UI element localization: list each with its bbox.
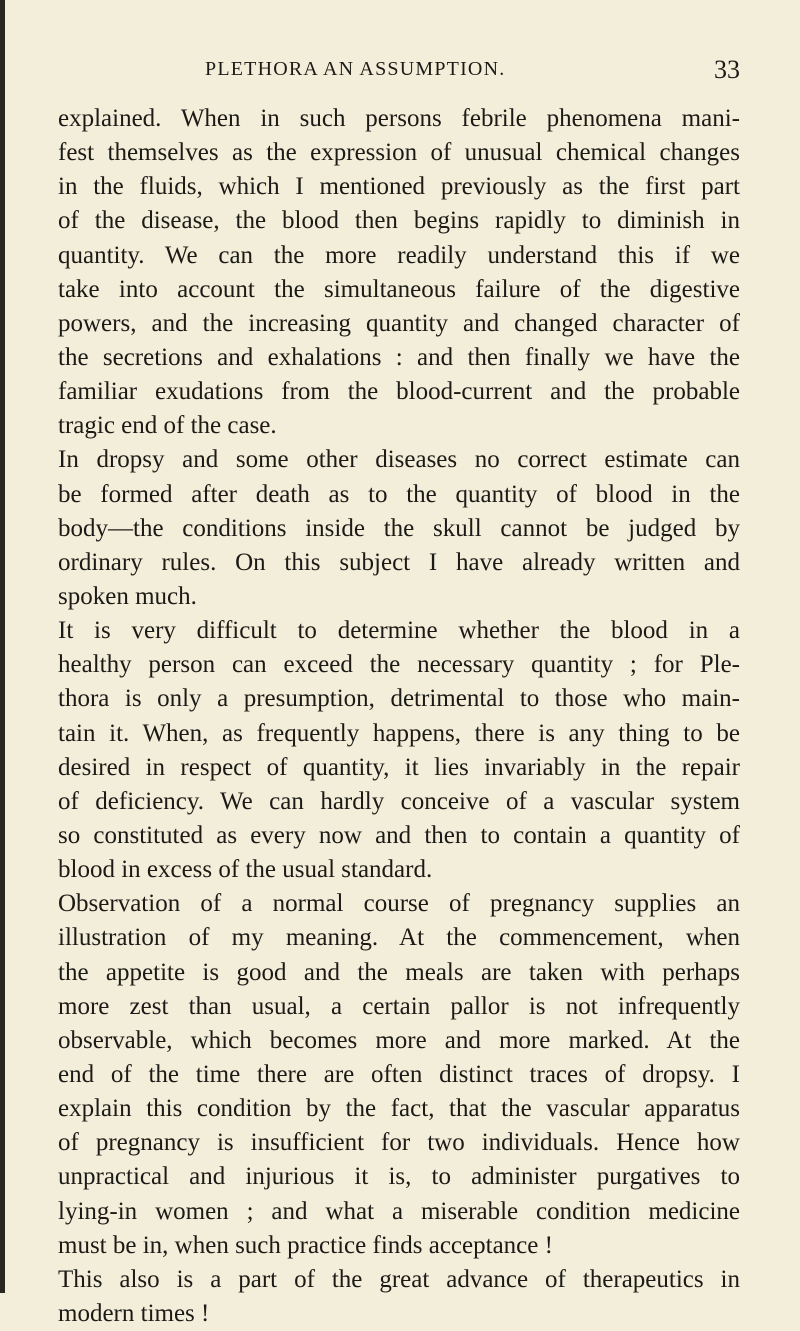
text-line: lying-in women ; and what a miserable condition medicine bbox=[58, 1197, 740, 1225]
text-line: healthy person can exceed the necessary quantity ; for Ple- bbox=[58, 651, 740, 679]
text-line: the secretions and exhalations : and then finally we have the bbox=[58, 343, 740, 371]
text-line: thora is only a presumption, detrimental to those who main- bbox=[58, 685, 740, 713]
text-line: This also is a part of the great advance of therapeutics in bbox=[58, 1265, 740, 1293]
text-line: quantity. We can the more readily understand this if we bbox=[58, 241, 740, 269]
text-line: tain it. When, as frequently happens, there is any thing to be bbox=[58, 719, 740, 747]
text-line: in the fluids, which I mentioned previously as the first part bbox=[58, 173, 740, 201]
text-line: In dropsy and some other diseases no correct estimate can bbox=[58, 446, 740, 474]
text-line: modern times ! bbox=[58, 1299, 210, 1327]
page-header bbox=[205, 55, 740, 95]
text-line: desired in respect of quantity, it lies invariably in the repair bbox=[58, 753, 740, 781]
page-number: 33 bbox=[714, 55, 740, 84]
text-line: the appetite is good and the meals are taken with perhaps bbox=[58, 958, 740, 986]
text-line: illustration of my meaning. At the commencement, when bbox=[58, 924, 740, 952]
text-line: must be in, when such practice finds acceptance ! bbox=[58, 1231, 553, 1259]
text-line: spoken much. bbox=[58, 582, 197, 610]
body-text bbox=[58, 102, 740, 1331]
text-line: observable, which becomes more and more marked. At the bbox=[58, 1026, 740, 1054]
text-line: be formed after death as to the quantity of blood in the bbox=[58, 480, 740, 508]
running-head: PLETHORA AN ASSUMPTION. bbox=[205, 58, 506, 80]
text-line: Observation of a normal course of pregnancy supplies an bbox=[58, 890, 740, 918]
text-line: so constituted as every now and then to contain a quantity of bbox=[58, 821, 740, 849]
text-line: unpractical and injurious it is, to administer purgatives to bbox=[58, 1163, 740, 1191]
text-line: fest themselves as the expression of unusual chemical changes bbox=[58, 139, 740, 167]
text-line: end of the time there are often distinct traces of dropsy. I bbox=[58, 1060, 740, 1088]
text-line: body—the conditions inside the skull cannot be judged by bbox=[58, 514, 740, 542]
text-line: of the disease, the blood then begins rapidly to diminish in bbox=[58, 207, 740, 235]
text-line: of deficiency. We can hardly conceive of a vascular system bbox=[58, 787, 740, 815]
text-line: of pregnancy is insufficient for two individuals. Hence how bbox=[58, 1129, 740, 1157]
text-line: powers, and the increasing quantity and changed character of bbox=[58, 309, 740, 337]
text-line: take into account the simultaneous failure of the digestive bbox=[58, 275, 740, 303]
text-line: familiar exudations from the blood-current and the probable bbox=[58, 378, 740, 406]
text-line: ordinary rules. On this subject I have already written and bbox=[58, 548, 740, 576]
page-edge bbox=[0, 0, 5, 1293]
text-line: blood in excess of the usual standard. bbox=[58, 856, 433, 884]
text-line: more zest than usual, a certain pallor is not infrequently bbox=[58, 992, 740, 1020]
text-line: explain this condition by the fact, that the vascular apparatus bbox=[58, 1095, 740, 1123]
text-line: explained. When in such persons febrile phenomena mani- bbox=[58, 105, 740, 132]
text-line: It is very difficult to determine whether the blood in a bbox=[58, 617, 740, 645]
text-line: tragic end of the case. bbox=[58, 412, 277, 440]
